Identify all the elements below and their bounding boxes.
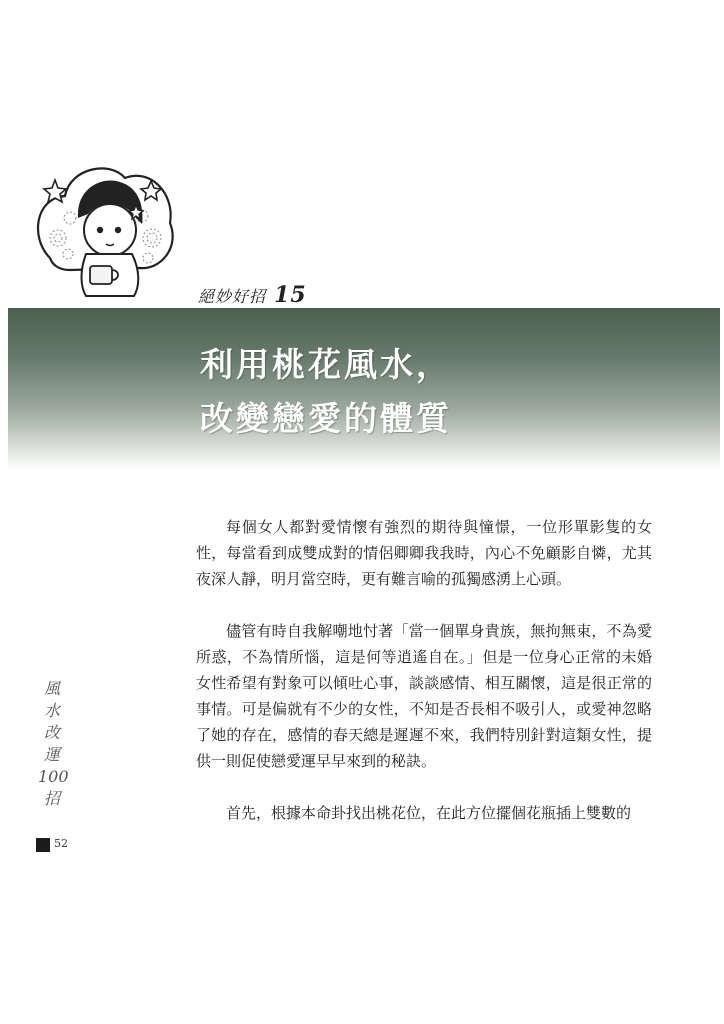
tip-label-text: 絕妙好招 bbox=[198, 287, 267, 306]
book-title-char: 風 bbox=[43, 679, 60, 698]
page-number: 52 bbox=[54, 837, 68, 850]
mascot-illustration bbox=[30, 158, 180, 298]
book-title-char: 運 bbox=[43, 745, 60, 764]
title-line-1: 利用桃花風水， bbox=[200, 345, 452, 384]
paragraph: 每個女人都對愛情懷有強烈的期待與憧憬，一位形單影隻的女性，每當看到成雙成對的情侶卿卿我我時，內心不免顧影自憐，尤其夜深人靜，明月當空時，更有難言喻的孤獨感湧上心頭。 bbox=[196, 518, 652, 588]
paragraph: 儘管有時自我解嘲地忖著「當一個單身貴族，無拘無束，不為愛所惑，不為情所惱，這是何等逍遙自在。」但是一位身心正常的未婚女性希望有對象可以傾吐心事，談談感情、相互關懷，這是很正常的事情。可是偏就有不少的女性，不知是否長相不吸引人，或愛神忽略了她的存在，感情的春天總是遲遲不來，我們特別針對這類女性，提供一則促使戀愛運早早來到的秘訣。 bbox=[196, 622, 652, 770]
vertical-book-title bbox=[38, 678, 69, 810]
book-title-char: 招 bbox=[43, 789, 60, 808]
page-title bbox=[200, 338, 452, 446]
book-title-char: 100 bbox=[38, 767, 69, 786]
title-line-2: 改變戀愛的體質 bbox=[200, 399, 452, 438]
tip-number: 15 bbox=[274, 282, 307, 308]
paragraph: 首先，根據本命卦找出桃花位，在此方位擺個花瓶插上雙數的 bbox=[226, 804, 632, 822]
tip-label bbox=[198, 282, 307, 308]
body-text bbox=[196, 514, 652, 852]
book-title-char: 改 bbox=[43, 723, 60, 742]
page-marker-block bbox=[36, 838, 50, 852]
book-title-char: 水 bbox=[43, 701, 60, 720]
